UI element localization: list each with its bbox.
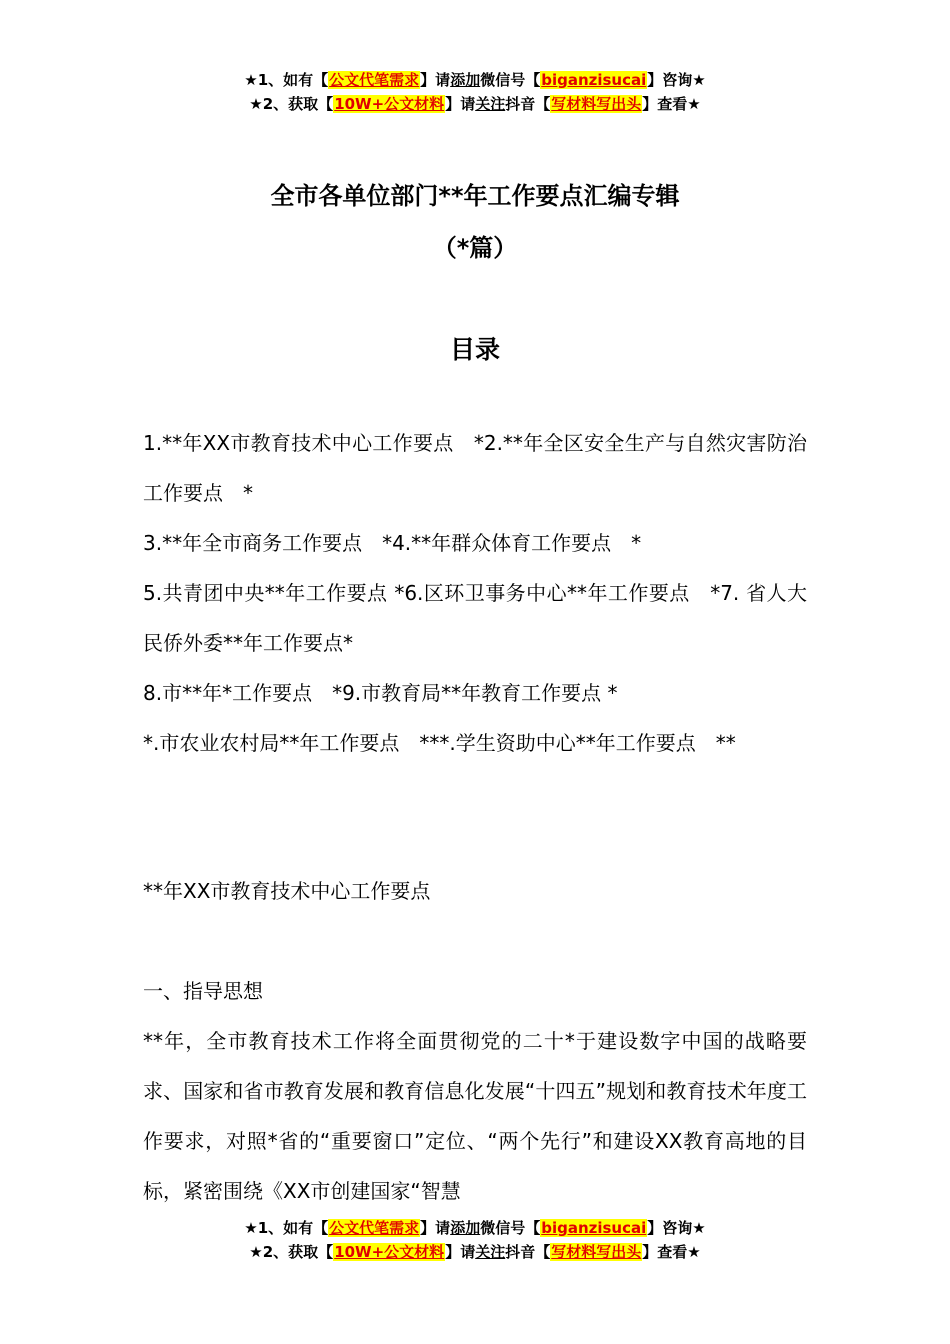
- toc-line: 1.**年XX市教育技术中心工作要点 *2.**年全区安全生产与自然灾害防治工作要点 *: [143, 431, 807, 505]
- highlight-douyin: 写材料写出头: [551, 1243, 642, 1261]
- table-of-contents: [143, 418, 807, 768]
- footer-promo-banner: [0, 1216, 950, 1264]
- document-title: 全市各单位部门**年工作要点汇编专辑: [270, 182, 680, 210]
- toc-heading: 目录: [449, 335, 500, 364]
- toc-line: *.市农业农村局**年工作要点 ***.学生资助中心**年工作要点 **: [143, 731, 736, 755]
- body-paragraph: **年，全市教育技术工作将全面贯彻党的二十*于建设数字中国的战略要求、国家和省市教育发展和教育信息化发展“十四五”规划和教育技术年度工作要求，对照*省的“重要窗口”定位、“两个先行”和建设XX教育高地的目标，紧密围绕《XX市创建国家“智慧: [143, 1029, 807, 1203]
- highlight-service: 公文代笔需求: [329, 71, 420, 89]
- promo-line-2: ★2、获取【10W+公文材料】请关注抖音【写材料写出头】查看★: [249, 95, 701, 113]
- highlight-douyin: 写材料写出头: [551, 95, 642, 113]
- section-document-heading: **年XX市教育技术中心工作要点: [143, 879, 431, 903]
- toc-line: 8.市**年*工作要点 *9.市教育局**年教育工作要点 *: [143, 681, 618, 705]
- highlight-service: 公文代笔需求: [329, 1219, 420, 1237]
- promo-line-2: ★2、获取【10W+公文材料】请关注抖音【写材料写出头】查看★: [249, 1243, 701, 1261]
- promo-line-1: ★1、如有【公文代笔需求】请添加微信号【biganzisucai】咨询★: [244, 71, 706, 89]
- promo-line-1: ★1、如有【公文代笔需求】请添加微信号【biganzisucai】咨询★: [244, 1219, 706, 1237]
- toc-line: 5.共青团中央**年工作要点 *6.区环卫事务中心**年工作要点 *7. 省人大民侨外委**年工作要点*: [143, 581, 807, 655]
- highlight-wechat-id: biganzisucai: [541, 71, 647, 89]
- highlight-materials: 10W+公文材料: [334, 95, 445, 113]
- toc-line: 3.**年全市商务工作要点 *4.**年群众体育工作要点 *: [143, 531, 642, 555]
- header-promo-banner: [0, 68, 950, 116]
- highlight-materials: 10W+公文材料: [334, 1243, 445, 1261]
- document-subtitle: （*篇）: [432, 234, 518, 262]
- highlight-wechat-id: biganzisucai: [541, 1219, 647, 1237]
- subsection-heading: 一、指导思想: [143, 979, 263, 1003]
